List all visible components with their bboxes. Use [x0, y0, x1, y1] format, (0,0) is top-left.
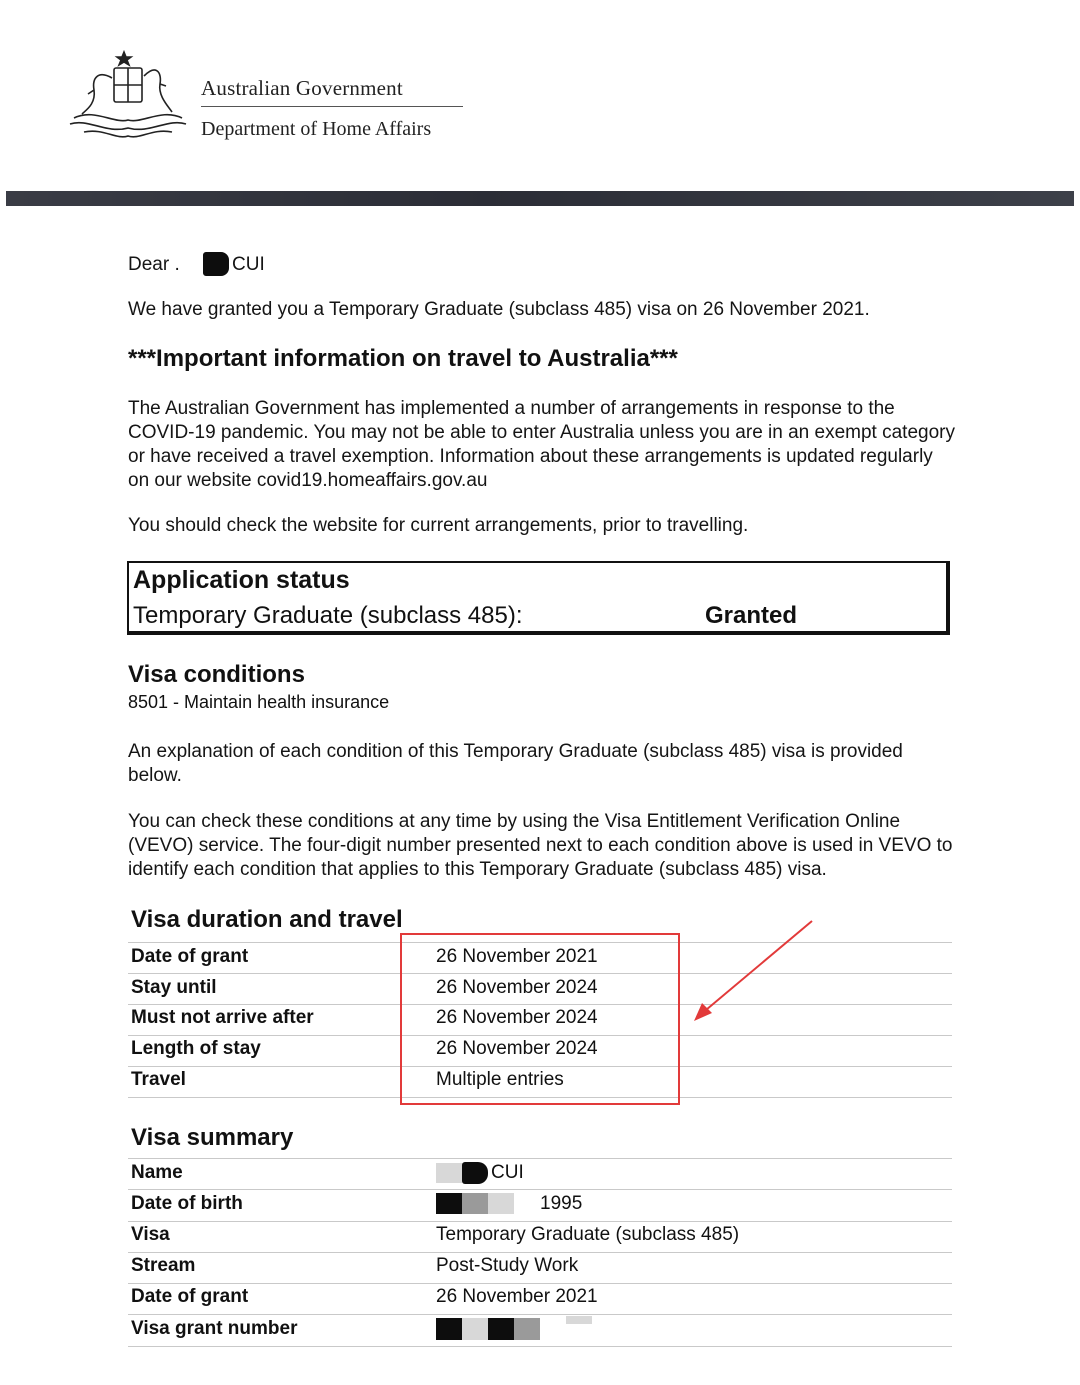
redaction-mark — [436, 1163, 464, 1183]
table-rule — [128, 1158, 952, 1159]
summary-label-name: Name — [131, 1162, 183, 1183]
conditions-title: Visa conditions — [128, 661, 305, 688]
table-rule — [128, 1252, 952, 1253]
vevo-paragraph: You can check these conditions at any time by using the Visa Entitlement Verification Online (VEVO) service. The four-digit number presented next to each condition above is used in VEVO to identify each condition that applies to this Temporary Graduate (subclass 485) visa. — [128, 811, 953, 880]
redaction-mark — [462, 1318, 488, 1340]
summary-label-visa-grant-number: Visa grant number — [131, 1318, 298, 1339]
redaction-mark — [462, 1193, 488, 1214]
condition-item: 8501 - Maintain health insurance — [128, 692, 390, 712]
redaction-mark — [436, 1193, 462, 1214]
highlight-box — [400, 933, 680, 1105]
duration-title: Visa duration and travel — [131, 906, 403, 933]
government-name: Australian Government — [201, 76, 403, 100]
summary-value-stream: Post-Study Work — [436, 1255, 579, 1276]
covid-paragraph: The Australian Government has implemented a number of arrangements in response to the COVID-19 pandemic. You may not be able to enter Australia unless you are in an exempt category or have received a travel exemption. Information about these arrangements is updated regularly on our website covid19.homeaffairs.gov.au — [128, 398, 955, 491]
salutation: Dear . — [128, 254, 180, 275]
status-title: Application status — [133, 566, 350, 594]
duration-value-date-of-grant: 26 November 2021 — [436, 946, 598, 967]
redaction-mark — [514, 1318, 540, 1340]
summary-value-name: CUI — [491, 1162, 524, 1183]
summary-value-visa: Temporary Graduate (subclass 485) — [436, 1224, 740, 1245]
status-visa-label: Temporary Graduate (subclass 485): — [133, 602, 523, 629]
summary-label-date-of-grant: Date of grant — [131, 1286, 249, 1307]
table-rule — [128, 1314, 952, 1315]
summary-label-date-of-birth: Date of birth — [131, 1193, 243, 1214]
duration-value-stay-until: 26 November 2024 — [436, 977, 598, 998]
redaction-mark — [488, 1318, 514, 1340]
redaction-mark — [203, 252, 229, 276]
recipient-surname: CUI — [232, 254, 265, 275]
duration-label-stay-until: Stay until — [131, 977, 217, 998]
table-rule — [128, 1221, 952, 1222]
summary-value-date-of-grant: 26 November 2021 — [436, 1286, 598, 1307]
summary-value-date-of-birth: 1995 — [540, 1193, 583, 1214]
table-rule — [128, 1189, 952, 1190]
summary-title: Visa summary — [131, 1124, 294, 1151]
duration-label-travel: Travel — [131, 1069, 186, 1090]
duration-label-length-of-stay: Length of stay — [131, 1038, 261, 1059]
important-heading: ***Important information on travel to Australia*** — [128, 345, 678, 372]
grant-statement: We have granted you a Temporary Graduate (subclass 485) visa on 26 November 2021. — [128, 299, 870, 320]
duration-value-must-not-arrive-after: 26 November 2024 — [436, 1007, 598, 1028]
conditions-explanation: An explanation of each condition of this Temporary Graduate (subclass 485) visa is provided below. — [128, 741, 903, 786]
table-rule — [128, 1283, 952, 1284]
duration-value-travel: Multiple entries — [436, 1069, 564, 1090]
department-name: Department of Home Affairs — [201, 118, 432, 140]
redaction-mark — [566, 1316, 592, 1324]
duration-value-length-of-stay: 26 November 2024 — [436, 1038, 598, 1059]
duration-label-must-not-arrive-after: Must not arrive after — [131, 1007, 314, 1028]
header-divider — [201, 106, 463, 107]
status-value: Granted — [705, 602, 798, 629]
header-band — [6, 191, 1074, 206]
redaction-mark — [462, 1162, 488, 1184]
summary-label-stream: Stream — [131, 1255, 196, 1276]
duration-label-date-of-grant: Date of grant — [131, 946, 249, 967]
red-arrow-icon — [680, 915, 820, 1030]
table-rule — [128, 1346, 952, 1347]
check-website-paragraph: You should check the website for current arrangements, prior to travelling. — [128, 515, 749, 536]
redaction-mark — [488, 1193, 514, 1214]
coat-of-arms-icon — [64, 48, 192, 144]
redaction-mark — [436, 1318, 462, 1340]
summary-label-visa: Visa — [131, 1224, 170, 1245]
